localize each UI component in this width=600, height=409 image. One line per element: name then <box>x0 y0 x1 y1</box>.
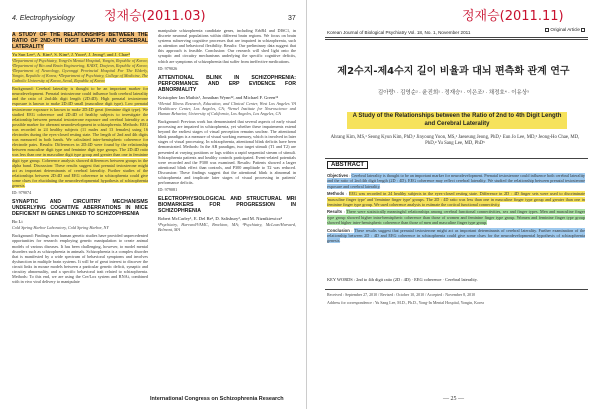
korean-title: 제2수지-제4수지 길이 비율과 대뇌 편측화 관계 연구 <box>337 66 570 77</box>
article-authors: Bo Li <box>12 219 23 225</box>
article-body: Background: Previous work has demonstrated that several aspects of early visual processing are impaired in schizophrenia, yet whether these impairments extend beyond the earliest stages of visual perception remains unclear. The attentional blink paradigm is a measure of visual working memory, which is involved in later stages of visual processing. In schizophrenia, attentional blink deficits have been demonstrated. Methods: In the AB paradigm, two target stimuli (T1 and T2) are presented at varying positions or lags within a rapid sequential stream of stimuli. Schizophrenia patients and healthy controls participated. Event-related potentials were recorded and the P300 was examined. Results: Patients showed a larger attentional blink effect than controls, and P300 amplitude to T2 was reduced. Discussion: These findings suggest that the attentional blink is abnormal in schizophrenia and implicate later stages of visual processing in patients' performance deficits. <box>158 118 296 186</box>
results-text: There were statistically meaningful relationships among cerebral functional connectivities, sex and finger types. Men and masculine finger type group showed higher intra-hemispheric coherence than those of women and feminine finger type group. Women and feminine finger type group showed higher inter-hemispheric coherence than those of men and masculine finger type group. <box>327 209 586 226</box>
english-title: A Study of the Relationships between the Ratio of 2nd to 4th Digit Length and Cerebral Laterality <box>347 112 567 129</box>
right-stamp: 정재승(2011.11) <box>462 9 564 24</box>
methods-text: EEG was recorded in 24 healthy subjects in the eyes-closed resting state. Difference in 2D : 4D finger sets were used to discriminate 'masculine finger type' and 'feminine finger type' groups. The 2D : 4D ratio was less than one in masculine finger type group and greater than one in feminine finger type group. We used coherence analysis to estimate the cortical functional connectivity. <box>327 191 585 208</box>
article-id: ID: 979074 <box>12 190 32 196</box>
article-id: ID: 979026 <box>158 65 178 71</box>
article-affiliation: ¹Department of Psychiatry, Yong-In Mental Hospital, Yongin, Republic of Korea; ²Department of Bio and Brain Engineering, KAIST, Daejeon, Republic of Korea; ³Department of Neurology, Gyeonggi Provincial Hospital For The Elderly, Yongin, Republic of Korea; ⁴Department of Psychiatry, College of Medicine, The Catholic University of Korea, Seoul, Republic of Korea <box>12 58 148 84</box>
article-authors: Yu Sun Lee¹, A. Kim², S. Kim², J. Yoon², J. Jeong³, and J. Chae⁴ <box>12 52 130 57</box>
english-authors: Ahrang Kim, MS,¹ Seong Kyun Kim, PhD,² Jinyoung Yoon, MS,¹ Jaeseung Jeong, PhD,¹ Eun Jo Lee, MD,³ Jeong-Ho Chae, MD, PhD,⁴ Yu Sang Lee, MD, PhD⁵ <box>330 135 580 146</box>
abstract-body: Objectives : Cerebral laterality is thought to be an important marker for neurodevelopment. Prenatal testosterone could influence both cerebral laterality and the ratio of 2nd:4th digit length (2D : 4D). EEG coherence may reflect cerebral laterality. We studied the relationship between prenatal testosterone exposure and cerebral laterality. Methods : EEG was recorded in 24 healthy subjects in the eyes-closed resting state. Difference in 2D : 4D finger sets were used to discriminate 'masculine finger type' and 'feminine finger type' groups. The 2D : 4D ratio was less than one in masculine finger type group and greater than one in feminine finger type group. We used coherence analysis to estimate the cortical functional connectivity. Results : There were statistically meaningful relationships among cerebral functional connectivities, sex and finger types. Men and masculine finger type group showed higher intra-hemispheric coherence than those of women and feminine finger type group. Women and feminine finger type group showed higher inter-hemispheric coherence than those of men and masculine finger type group. Conclusion : These results suggest that prenatal testosterone might act as important determinants of cerebral laterality. Further examination of the relationship between 2D : 4D and EEG coherence in schizophrenia could give some clues for the neurodevelopmental hypothesis of schizophrenia genesis. <box>327 173 586 244</box>
conclusion-label: Conclusion <box>327 227 350 233</box>
article-affiliation: ¹Psychiatry, Harvard/VAMC, Brockton, MA; ²Psychiatry, McLean/Harvard, Belmont, MA <box>158 222 296 233</box>
article-title: ATTENTIONAL BLINK IN SCHIZOPHRENIA: PERFORMANCE AND ERP EVIDENCE FOR ABNORMALITY <box>158 74 296 93</box>
article-title: ELECTROPHYSIOLOGICAL AND STRUCTURAL MRI BIOMARKERS FOR PROGRESSION IN SCHIZOPHRENIA <box>158 196 296 215</box>
checkbox-icon <box>581 28 585 32</box>
korean-authors: 김아랑¹ · 김영순² · 윤진희¹ · 정재승¹ · 이은조³ · 채정호⁴ · 이유상⁵ <box>377 90 530 96</box>
left-column-1 <box>12 28 148 396</box>
article-title: SYNAPTIC AND CIRCUITRY MECHANISMS UNDERLYING COGNITIVE ABERRATIONS IN MICE DEFICIENT IN GENES LINKED TO SCHIZOPHRENIA <box>12 199 148 218</box>
article-affiliation: Cold Spring Harbor Laboratory, Cold Spring Harbor, NY <box>12 225 109 231</box>
keywords: KEY WORDS : 2nd to 4th digit ratio (2D : 4D) · EEG coherence · Cerebral laterality. <box>327 277 478 282</box>
header-rule <box>325 39 588 40</box>
running-head: 4. Electrophysiology <box>12 15 75 22</box>
article-id: ID: 979081 <box>158 187 178 193</box>
conclusion-text: These results suggest that prenatal testosterone might act as important determinants of cerebral laterality. Further examination of the relationship between 2D : 4D and EEG coherence in schizophrenia could give some clues for the neurodevelopmental hypothesis of schizophrenia genesis. <box>327 227 585 244</box>
article-body: manipulate schizophrenia candidate genes, including ErbB4 and DISC1, in discrete neuronal populations within different brain regions. We focus on brain systems subserving cognitive processes that are impaired in schizophrenia, such as attention and behavioral flexibility. Results: Our preliminary data suggest that this approach is feasible. Conclusion: Our research will shed light onto the synaptic and circuitry mechanisms underlying the specific cognitive deficits, which are symptoms of schizophrenia that suffer from ineffective medications. <box>158 28 296 64</box>
article-authors: Kristopher Ian Mathis¹, Jonathan Wynn¹², and Michael F. Green¹² <box>158 94 279 100</box>
correspondence: Address for correspondence : Yu Sang Lee, M.D., Ph.D., Yong-In Mental Hospital, Yongin, Korea <box>327 300 484 305</box>
abstract-label: ABSTRACT <box>327 161 368 169</box>
keywords-rule <box>325 289 588 290</box>
left-column-2 <box>158 28 296 388</box>
header-rule <box>325 37 588 38</box>
article-title: A STUDY OF THE RELATIONSHIPS BETWEEN THE RATIO OF 2ND:4TH DIGIT LENGTH AND CEREBRAL LATERALITY <box>12 32 148 50</box>
objectives-text: Cerebral laterality is thought to be an important marker for neurodevelopment. Prenatal testosterone could influence both cerebral laterality and the ratio of 2nd:4th digit length (2D : 4D). EEG coherence may reflect cerebral laterality. We studied the relationship between prenatal testosterone exposure and cerebral laterality. <box>327 173 585 189</box>
left-page-number: 37 <box>288 15 296 22</box>
right-page-number: — 25 — <box>443 396 464 402</box>
article-body: Background: Cerebral laterality is thought to be an important marker for neurodevelopment. Prenatal testosterone could influence both cerebral laterality and the ratio of 2nd:4th digit length (2D:4D). High prenatal testosterone exposure is known to make 2D:4D small (masculine digit type). Low prenatal testosterone exposure is known to make 2D:4D great (feminine digit type). We studied EEG coherence and 2D:4D of healthy subjects to investigate the relationship between prenatal testosterone exposure and cerebral laterality as a possible marker for aberrant neurodevelopment in schizophrenia. Methods: EEG was recorded in 24 healthy subjects (11 males and 13 females) using 16 electrodes during the eyes-closed resting state. The length of 2nd and 4th digits was measured in both hands. We calculated inter-hemispheric coherence for electrode pairs. Results: Differences in 2D:4D were found by the relationship between masculine digit type and feminine digit type groups. The 2D:4D ratio was less than one in masculine digit type group and greater than one in feminine digit type group. Coherence analysis showed differences between groups in the alpha band. Discussion: These results suggest that prenatal testosterone might act as important determinants of cerebral laterality. Further studies of the relationships between 2D:4D and EEG coherence in schizophrenia could give some clues for elucidating the neurodevelopmental hypothesis of schizophrenia genesis. <box>12 86 148 188</box>
abstract-rule <box>325 158 588 159</box>
left-footer: International Congress on Schizophrenia Research <box>150 396 284 402</box>
article-authors: Robert McCarley¹, E. Del Re², D. Salisbury², and M. Niznikiewicz² <box>158 216 283 222</box>
article-type: Original Article <box>544 27 586 32</box>
journal-name: Korean Journal of Biological Psychiatry Vol. 18, No. 1, November 2011 <box>327 30 471 35</box>
methods-label: Methods <box>327 191 345 197</box>
article-body: Background: Findings from human genetic studies have provided unprecedented opportunities for research employing genetic manipulation to create animal models of various diseases. It has been challenging, however, to model mental disorders such as schizophrenia in animals. Schizophrenia is a complex disorder that is manifested by a wide spectrum of behavioral symptoms and involves dysfunction in multiple brain systems. It will be of great interest to discover the circuit links in mouse models between a particular genetic deficit, synaptic and circuitry abnormality, and a specific behavioral trait related to schizophrenia. Methods: To this end, we are using the Cre/Lox system and RNAi, combined with in vivo viral delivery to manipulate <box>12 233 148 285</box>
objectives-label: Objectives <box>327 173 349 178</box>
received-dates: Received : September 27, 2010 / Revised : October 10, 2010 / Accepted : November 8, 2010 <box>327 292 476 297</box>
left-stamp: 정재승(2011.03) <box>104 9 206 24</box>
results-label: Results <box>327 209 343 215</box>
checkbox-icon <box>545 28 549 32</box>
right-page <box>307 0 600 409</box>
article-affiliation: ¹Mental Illness Research, Education, and Clinical Center, West Los Angeles VA Healthcare Center, Los Angeles, CA; ²Semel Institute for Neuroscience and Human Behavior, University of California, Los Angeles, Los Angeles, CA <box>158 100 296 116</box>
